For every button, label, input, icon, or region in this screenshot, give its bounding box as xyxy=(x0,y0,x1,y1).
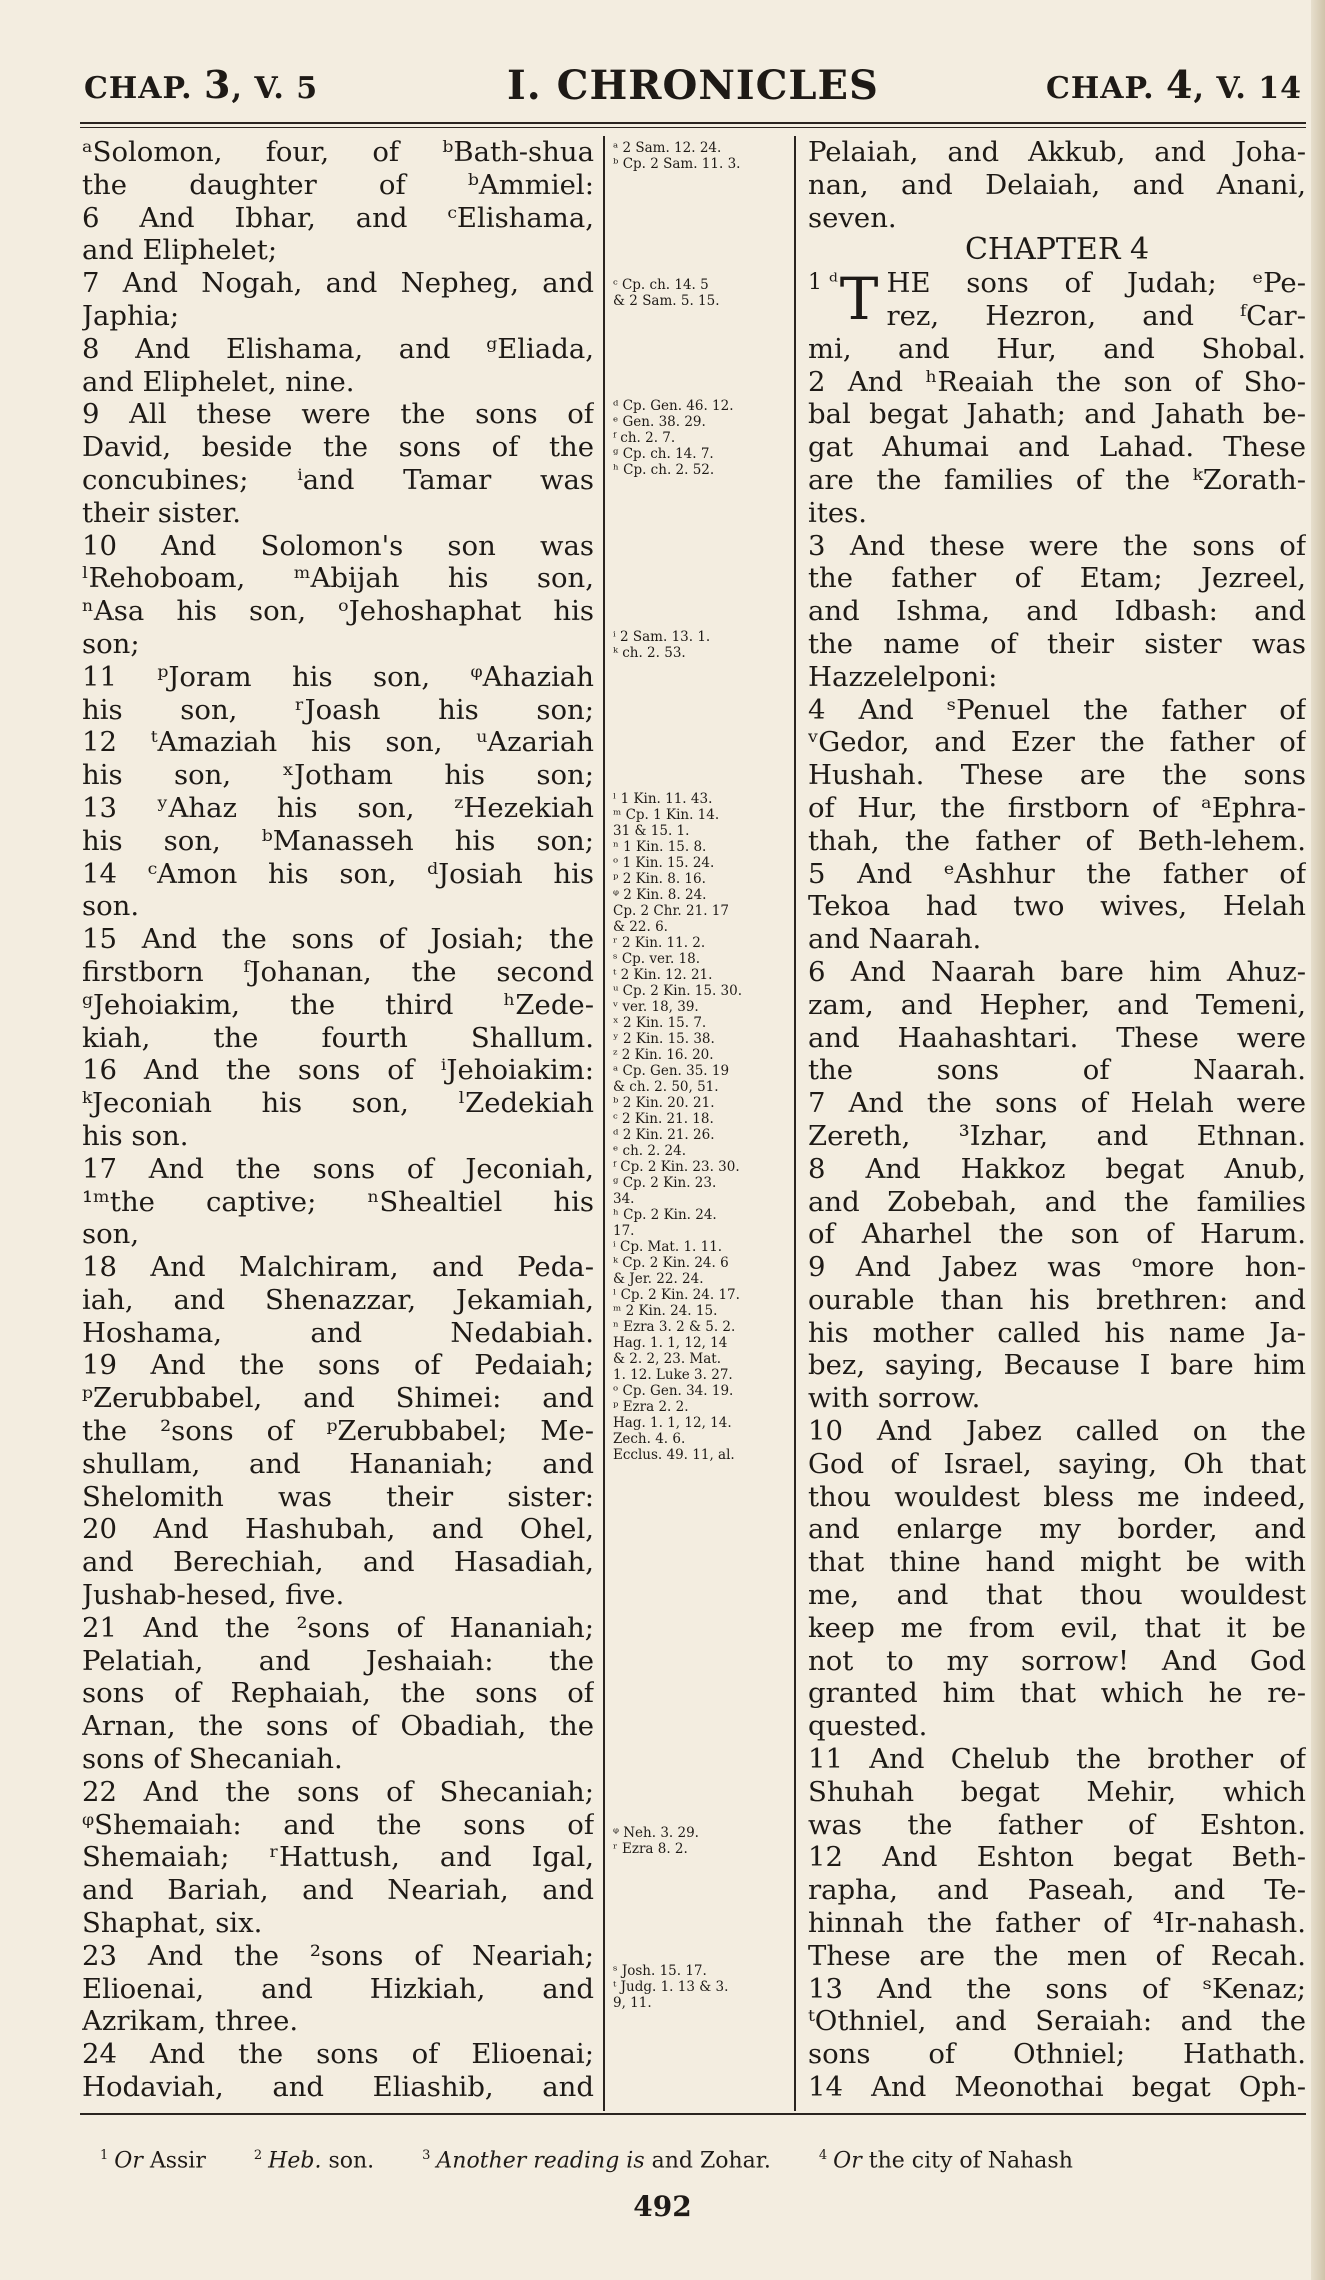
text-line: 21 And the ²sons of Hananiah; xyxy=(82,1611,594,1644)
text-line: firstborn ᶠJohanan, the second xyxy=(82,955,594,988)
text-line: and enlarge my border, and xyxy=(808,1513,1306,1546)
text-line: Hushah. These are the sons xyxy=(808,759,1306,792)
text-line: thah, the father of Beth-lehem. xyxy=(808,824,1306,857)
text-line: David, beside the sons of the xyxy=(82,431,594,464)
header-right xyxy=(1046,62,1302,107)
drop-cap: T xyxy=(839,265,879,334)
header-left-prefix: CHAP. xyxy=(84,71,193,106)
text-line: sons of Rephaiah, the sons of xyxy=(82,1677,594,1710)
footnote-number: 2 xyxy=(253,2148,263,2163)
text-line: thou wouldest bless me indeed, xyxy=(808,1480,1306,1513)
footnote xyxy=(100,2148,206,2173)
cross-reference-note: ᵃ 2 Sam. 12. 24. ᵇ Cp. 2 Sam. 11. 3. xyxy=(613,140,741,172)
text-line: and Zobebah, and the families xyxy=(808,1185,1306,1218)
text-line: me, and that thou wouldest xyxy=(808,1579,1306,1612)
text-line: 7 And the sons of Helah were xyxy=(808,1087,1306,1120)
text-line: ¹ᵐthe captive; ⁿShealtiel his xyxy=(82,1185,594,1218)
text-line: 14 And Meonothai begat Oph- xyxy=(808,2071,1306,2104)
text-line: and Naarah. xyxy=(808,923,982,956)
cross-reference-column xyxy=(613,136,788,2111)
text-line: the ²sons of ᵖZerubbabel; Me- xyxy=(82,1415,594,1448)
text-line: ites. xyxy=(808,496,867,529)
text-line: HE sons of Judah; ᵉPe- xyxy=(886,267,1306,300)
text-line: son, xyxy=(82,1218,140,1251)
footnote-number: 4 xyxy=(818,2148,828,2163)
footnote-italic: Or xyxy=(114,2148,143,2174)
text-line: son; xyxy=(82,627,140,660)
text-line: ᵖZerubbabel, and Shimei: and xyxy=(82,1382,594,1415)
text-line: zam, and Hepher, and Temeni, xyxy=(808,988,1306,1021)
text-line: Pelaiah, and Akkub, and Joha- xyxy=(808,136,1306,168)
text-line: 5 And ᵉAshhur the father of xyxy=(808,857,1306,890)
text-line: 20 And Hashubah, and Ohel, xyxy=(82,1513,594,1546)
header-rule xyxy=(80,122,1306,124)
text-line: ᵏJeconiah his son, ˡZedekiah xyxy=(82,1087,594,1120)
cross-reference-note: ˢ Josh. 15. 17. ᵗ Judg. 1. 13 & 3. 9, 11. xyxy=(613,1963,729,2011)
text-line: 13 ʸAhaz his son, ᶻHezekiah xyxy=(82,791,594,824)
text-line: Jushab-hesed, five. xyxy=(82,1579,345,1612)
text-line: 13 And the sons of ˢKenaz; xyxy=(808,1972,1306,2005)
text-line: 11 ᵖJoram his son, ᵠAhaziah xyxy=(82,660,594,693)
footnote-rule xyxy=(80,2113,1306,2115)
column-divider-left xyxy=(603,136,605,2111)
text-line: 8 And Hakkoz begat Anub, xyxy=(808,1152,1306,1185)
footnotes xyxy=(100,2148,1300,2173)
text-line: 16 And the sons of ⁱJehoiakim: xyxy=(82,1054,594,1087)
text-line: rez, Hezron, and ᶠCar- xyxy=(886,299,1306,332)
text-line: the father of Etam; Jezreel, xyxy=(808,562,1306,595)
text-line: son. xyxy=(82,890,140,923)
header-right-prefix: CHAP. xyxy=(1045,71,1155,106)
footnote-text: Assir xyxy=(149,2148,206,2174)
cross-reference-note: ⁱ 2 Sam. 13. 1. ᵏ ch. 2. 53. xyxy=(613,629,711,661)
text-line: 8 And Elishama, and ᵍEliada, xyxy=(82,332,594,365)
text-line: Shuhah begat Mehir, which xyxy=(808,1775,1306,1808)
text-line: seven. xyxy=(808,201,897,234)
text-line: Pelatiah, and Jeshaiah: the xyxy=(82,1644,594,1677)
header-left-chapter: 3 xyxy=(204,62,232,107)
footnote-italic: Heb. xyxy=(268,2148,322,2174)
text-line: ᵍJehoiakim, the third ʰZede- xyxy=(82,988,594,1021)
footnote-italic: Or xyxy=(833,2148,862,2174)
text-line: Hodaviah, and Eliashib, and xyxy=(82,2071,594,2104)
text-line: the daughter of ᵇAmmiel: xyxy=(82,168,594,201)
cross-reference-note: ᵠ Neh. 3. 29. ʳ Ezra 8. 2. xyxy=(613,1825,699,1857)
column-divider-right xyxy=(794,136,796,2111)
text-line: 24 And the sons of Elioenai; xyxy=(82,2038,594,2071)
footnote-text: son. xyxy=(328,2148,375,2174)
text-line: 6 And Ibhar, and ᶜElishama, xyxy=(82,201,594,234)
text-line: ᵗOthniel, and Seraiah: and the xyxy=(808,2005,1306,2038)
text-line: his son. xyxy=(82,1119,189,1152)
text-line: their sister. xyxy=(82,496,241,529)
footnote-number: 3 xyxy=(422,2148,431,2163)
text-line: with sorrow. xyxy=(808,1382,981,1415)
text-line: Hoshama, and Nedabiah. xyxy=(82,1316,594,1349)
text-line: ˡRehoboam, ᵐAbijah his son, xyxy=(82,562,594,595)
text-line: ᵠShemaiah: and the sons of xyxy=(82,1808,594,1841)
text-line: ᵃSolomon, four, of ᵇBath-shua xyxy=(82,136,594,168)
text-line: his son, ᵇManasseh his son; xyxy=(82,824,594,857)
text-line: are the families of the ᵏZorath- xyxy=(808,463,1306,496)
text-line: hinnah the father of ⁴Ir-nahash. xyxy=(808,1907,1306,1940)
text-line: 23 And the ²sons of Neariah; xyxy=(82,1939,594,1972)
text-line: God of Israel, saying, Oh that xyxy=(808,1447,1306,1480)
text-line: 7 And Nogah, and Nepheg, and xyxy=(82,267,594,300)
text-line: iah, and Shenazzar, Jekamiah, xyxy=(82,1283,594,1316)
text-line: ourable than his brethren: and xyxy=(808,1283,1306,1316)
text-line: 15 And the sons of Josiah; the xyxy=(82,923,594,956)
text-line: mi, and Hur, and Shobal. xyxy=(808,332,1306,365)
footnote xyxy=(819,2148,1073,2173)
text-line: Shelomith was their sister: xyxy=(82,1480,594,1513)
text-line: nan, and Delaiah, and Anani, xyxy=(808,168,1306,201)
text-line: sons of Shecaniah. xyxy=(82,1743,343,1776)
text-line: and Berechiah, and Hasadiah, xyxy=(82,1546,594,1579)
text-line: gat Ahumai and Lahad. These xyxy=(808,431,1306,464)
text-line: and Haahashtari. These were xyxy=(808,1021,1306,1054)
text-line: 2 And ʰReaiah the son of Sho- xyxy=(808,365,1306,398)
text-line: 22 And the sons of Shecaniah; xyxy=(82,1775,594,1808)
text-line: bez, saying, Because I bare him xyxy=(808,1349,1306,1382)
page-edge xyxy=(1311,0,1325,2280)
text-line: 12 And Eshton begat Beth- xyxy=(808,1841,1306,1874)
header-right-verse: , V. 14 xyxy=(1193,71,1302,106)
text-line: shullam, and Hananiah; and xyxy=(82,1447,594,1480)
text-line: 17 And the sons of Jeconiah, xyxy=(82,1152,594,1185)
text-line: rapha, and Paseah, and Te- xyxy=(808,1874,1306,1907)
text-line: Elioenai, and Hizkiah, and xyxy=(82,1972,594,2005)
text-line: These are the men of Recah. xyxy=(808,1939,1306,1972)
footnote-italic: Another reading is xyxy=(436,2148,645,2174)
footnote xyxy=(254,2148,374,2173)
text-line: Azrikam, three. xyxy=(82,2005,299,2038)
text-line: 9 And Jabez was ᵒmore hon- xyxy=(808,1251,1306,1284)
text-line: 4 And ˢPenuel the father of xyxy=(808,693,1306,726)
verse-1-block xyxy=(808,267,1306,333)
text-line: Hazzelelponi: xyxy=(808,660,998,693)
header-left-verse: , V. 5 xyxy=(231,71,319,106)
text-line: 10 And Solomon's son was xyxy=(82,529,594,562)
chapter-heading: CHAPTER 4 xyxy=(964,232,1150,268)
header-right-chapter: 4 xyxy=(1165,62,1194,107)
cross-reference-note: ᶜ Cp. ch. 14. 5 & 2 Sam. 5. 15. xyxy=(613,277,720,309)
text-line: ⁿAsa his son, ᵒJehoshaphat his xyxy=(82,595,594,628)
verse-1-number: 1 ᵈ xyxy=(808,270,838,296)
text-line: that thine hand might be with xyxy=(808,1546,1306,1579)
text-line: 11 And Chelub the brother of xyxy=(808,1743,1306,1776)
text-line: 10 And Jabez called on the xyxy=(808,1415,1306,1448)
running-header xyxy=(84,62,1302,122)
text-line: Arnan, the sons of Obadiah, the xyxy=(82,1710,594,1743)
text-line: granted him that which he re- xyxy=(808,1677,1306,1710)
text-line: Tekoa had two wives, Helah xyxy=(808,890,1306,923)
text-line: 6 And Naarah bare him Ahuz- xyxy=(808,955,1306,988)
text-line: ᵛGedor, and Ezer the father of xyxy=(808,726,1306,759)
text-line: and Ishma, and Idbash: and xyxy=(808,595,1306,628)
text-line: was the father of Eshton. xyxy=(808,1808,1306,1841)
text-line: 19 And the sons of Pedaiah; xyxy=(82,1349,594,1382)
text-line: his son, ˣJotham his son; xyxy=(82,759,594,792)
text-line: concubines; ⁱand Tamar was xyxy=(82,463,594,496)
text-line: 14 ᶜAmon his son, ᵈJosiah his xyxy=(82,857,594,890)
text-line: not to my sorrow! And God xyxy=(808,1644,1306,1677)
text-line: kiah, the fourth Shallum. xyxy=(82,1021,594,1054)
cross-reference-note: ᵈ Cp. Gen. 46. 12. ᵉ Gen. 38. 29. ᶠ ch. 2. 7. ᵍ Cp. ch. 14. 7. ʰ Cp. ch. 2. 52. xyxy=(613,398,734,478)
text-line: the name of their sister was xyxy=(808,627,1306,660)
text-line: the sons of Naarah. xyxy=(808,1054,1306,1087)
text-line: 3 And these were the sons of xyxy=(808,529,1306,562)
text-line: Shaphat, six. xyxy=(82,1907,263,1940)
book-title: I. CHRONICLES xyxy=(507,62,879,109)
footnote xyxy=(422,2148,771,2173)
right-text-column xyxy=(808,136,1306,2104)
text-line: 9 All these were the sons of xyxy=(82,398,594,431)
text-line: sons of Othniel; Hathath. xyxy=(808,2038,1306,2071)
text-line: Japhia; xyxy=(82,299,180,332)
text-line: of Hur, the firstborn of ᵃEphra- xyxy=(808,791,1306,824)
footnote-text: and Zohar. xyxy=(651,2148,771,2174)
header-rule-thin xyxy=(80,127,1306,128)
text-line: 18 And Malchiram, and Peda- xyxy=(82,1251,594,1284)
text-line: Shemaiah; ʳHattush, and Igal, xyxy=(82,1841,594,1874)
text-line: his son, ʳJoash his son; xyxy=(82,693,594,726)
text-line: and Bariah, and Neariah, and xyxy=(82,1874,594,1907)
left-text-column xyxy=(82,136,594,2104)
text-line: 12 ᵗAmaziah his son, ᵘAzariah xyxy=(82,726,594,759)
cross-reference-note: ˡ 1 Kin. 11. 43. ᵐ Cp. 1 Kin. 14. 31 & 15. 1. ⁿ 1 Kin. 15. 8. ᵒ 1 Kin. 15. 24. ᵖ 2 Kin. 8. 16. ᵠ 2 Kin. 8. 24. Cp. 2 Chr. 21. 17 & 22. 6. ʳ 2 Kin. 11. 2. ˢ Cp. ver. 18. ᵗ 2 Kin. 12. 21. ᵘ Cp. 2 Kin. 15. 30. ᵛ ver. 18, 39. ˣ 2 Kin. 15. 7. ʸ 2 Kin. 15. 38. ᶻ 2 Kin. 16. 20. ᵃ Cp. Gen. 35. 19 & ch. 2. 50, 51. ᵇ 2 Kin. 20. 21. ᶜ 2 Kin. 21. 18. ᵈ 2 Kin. 21. 26. ᵉ ch. 2. 24. ᶠ Cp. 2 Kin. 23. 30. ᵍ Cp. 2 Kin. 23. 34. ʰ Cp. 2 Kin. 24. 17. ⁱ Cp. Mat. 1. 11. ᵏ Cp. 2 Kin. 24. 6 & Jer. 22. 24. ˡ Cp. 2 Kin. 24. 17. ᵐ 2 Kin. 24. 15. ⁿ Ezra 3. 2 & 5. 2. Hag. 1. 1, 12, 14 & 2. 2, 23. Mat. 1. 12. Luke 3. 27. ᵒ Cp. Gen. 34. 19. ᵖ Ezra 2. 2. Hag. 1. 1, 12, 14. Zech. 4. 6. Ecclus. 49. 11, al. xyxy=(613,791,743,1463)
page-number: 492 xyxy=(633,2190,692,2223)
footnote-text: the city of Nahash xyxy=(868,2148,1073,2174)
text-line: and Eliphelet, nine. xyxy=(82,365,355,398)
text-line: quested. xyxy=(808,1710,928,1743)
text-line: keep me from evil, that it be xyxy=(808,1611,1306,1644)
text-line: of Aharhel the son of Harum. xyxy=(808,1218,1306,1251)
footnote-number: 1 xyxy=(100,2148,109,2163)
text-line: bal begat Jahath; and Jahath be- xyxy=(808,398,1306,431)
text-line: and Eliphelet; xyxy=(82,234,278,267)
text-line: Zereth, ³Izhar, and Ethnan. xyxy=(808,1119,1306,1152)
text-line: his mother called his name Ja- xyxy=(808,1316,1306,1349)
